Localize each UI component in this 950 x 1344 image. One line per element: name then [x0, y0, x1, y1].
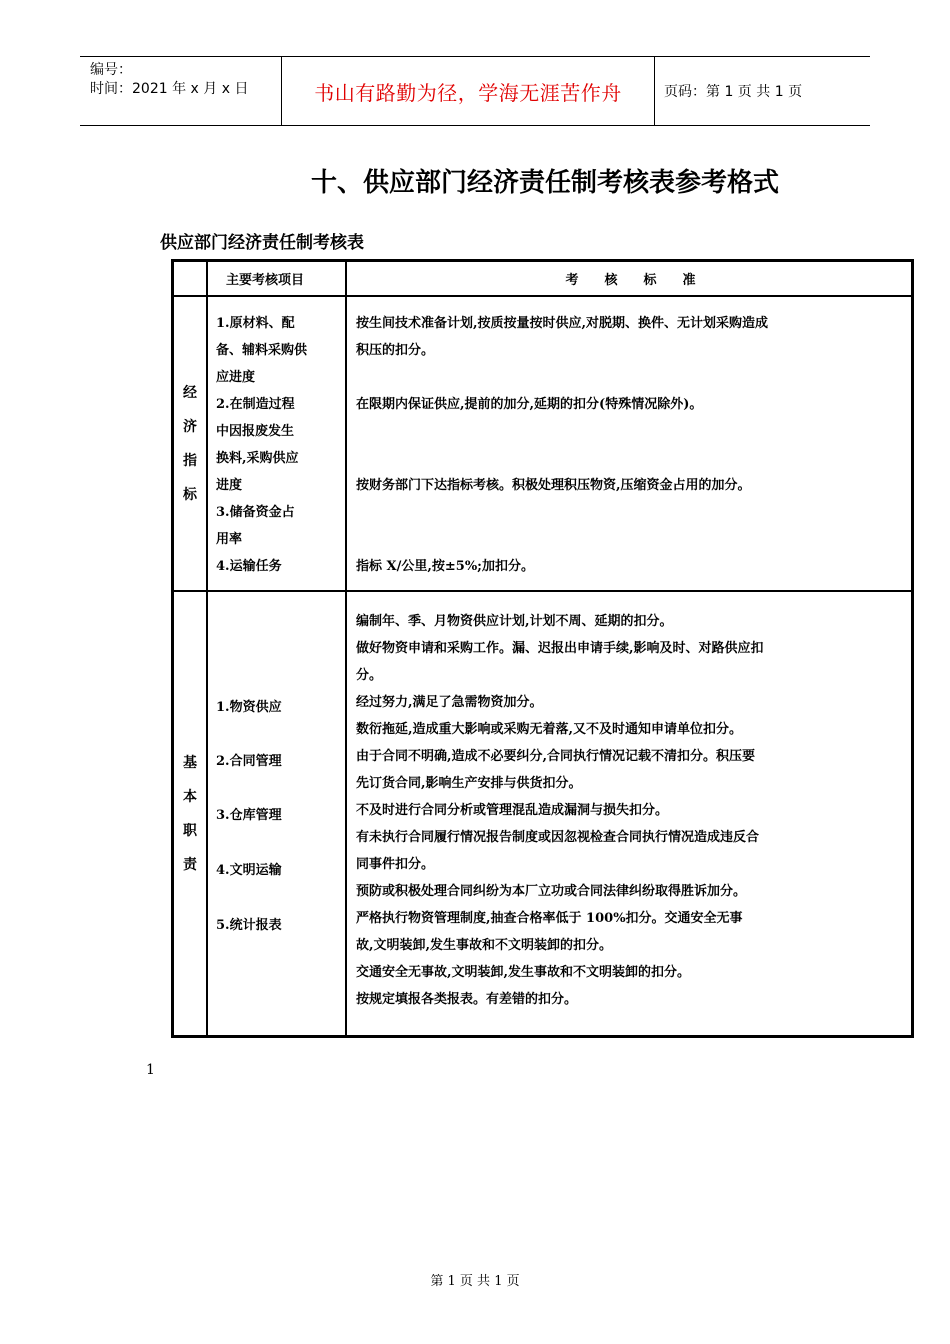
standard-line: 编制年、季、月物资供应计划,计划不周、延期的扣分。: [356, 614, 673, 629]
assessment-table: [171, 259, 914, 1038]
section-label-char: 责: [183, 857, 197, 873]
standard-line: 由于合同不明确,造成不必要纠分,合同执行情况记载不清扣分。积压要: [356, 749, 756, 764]
standard-line: 同事件扣分。: [356, 857, 435, 872]
table-cell-item: 5.统计报表: [216, 918, 282, 933]
table-row-divider: [174, 295, 911, 297]
section-label-char: 本: [183, 789, 197, 805]
standard-line: 数衍拖延,造成重大影响或采购无着落,又不及时通知申请单位扣分。: [356, 722, 743, 737]
table-cell-standard: 按生间技术准备计划,按质按量按时供应,对脱期、换件、无计划采购造成: [356, 316, 769, 331]
document-title: 十、供应部门经济责任制考核表参考格式: [310, 168, 779, 198]
standard-line: 按规定填报各类报表。有差错的扣分。: [356, 992, 578, 1007]
item-line: 用率: [216, 532, 243, 547]
column-header-standard: 考 核 标 准: [565, 273, 696, 288]
document-time-label: 时间：2021 年 x 月 x 日: [90, 81, 249, 97]
header-motto: 书山有路勤为径，学海无涯苦作舟: [314, 80, 622, 105]
table-row-divider: [174, 590, 911, 592]
document-number-label: 编号：: [90, 62, 132, 78]
table-cell-standard: 按财务部门下达指标考核。积极处理积压物资,压缩资金占用的加分。: [356, 478, 751, 493]
standard-line: 故,文明装卸,发生事故和不文明装卸的扣分。: [356, 938, 613, 953]
header-divider: [654, 57, 655, 125]
section-label-char: 基: [183, 755, 197, 771]
item-line: 应进度: [216, 370, 256, 385]
standard-line: 做好物资申请和采购工作。漏、迟报出申请手续,影响及时、对路供应扣: [356, 641, 764, 656]
table-cell-items: [216, 310, 307, 580]
item-line: 1.原材料、配: [216, 316, 295, 331]
item-line: 进度: [216, 478, 243, 493]
item-line: 2.在制造过程: [216, 397, 295, 412]
table-cell-standard: 指标 X/公里,按±5%;加扣分。: [356, 559, 534, 574]
item-line: 换料,采购供应: [216, 451, 299, 466]
item-line: 3.储备资金占: [216, 505, 295, 520]
item-line: 中因报废发生: [216, 424, 295, 439]
table-cell-item: 2.合同管理: [216, 754, 282, 769]
section-label-char: 济: [183, 419, 197, 435]
header-page-label: 页码：第 1 页 共 1 页: [664, 84, 803, 100]
item-line: 备、辅料采购供: [216, 343, 308, 358]
page-number: 1: [146, 1062, 155, 1078]
table-column-divider: [206, 262, 208, 1035]
table-cell-item: 4.文明运输: [216, 863, 282, 878]
section-label-char: 经: [183, 385, 197, 401]
table-cell-standard: 积压的扣分。: [356, 343, 435, 358]
standard-line: 有未执行合同履行情况报告制度或因忽视检查合同执行情况造成违反合: [356, 830, 760, 845]
table-title: 供应部门经济责任制考核表: [160, 233, 364, 253]
section-label-duties: [180, 746, 200, 882]
table-cell-standard: 在限期内保证供应,提前的加分,延期的扣分(特殊情况除外)。: [356, 397, 703, 412]
table-cell-standard-block: [356, 608, 764, 1013]
item-line: 4.运输任务: [216, 559, 282, 574]
section-label-char: 职: [183, 823, 197, 839]
standard-line: 严格执行物资管理制度,抽查合格率低于 100%扣分。交通安全无事: [356, 911, 743, 926]
header-meta: [90, 61, 248, 99]
standard-line: 不及时进行合同分析或管理混乱造成漏洞与损失扣分。: [356, 803, 669, 818]
standard-line: 分。: [356, 668, 383, 683]
table-column-divider: [345, 262, 347, 1035]
page-header: [80, 56, 870, 126]
section-label-char: 标: [183, 487, 197, 503]
standard-line: 预防或积极处理合同纠纷为本厂立功或合同法律纠纷取得胜诉加分。: [356, 884, 747, 899]
section-label-economic: [180, 376, 200, 512]
standard-line: 先订货合同,影响生产安排与供货扣分。: [356, 776, 582, 791]
table-cell-item: 1.物资供应: [216, 700, 282, 715]
page-footer: 第 1 页 共 1 页: [430, 1274, 520, 1289]
standard-line: 经过努力,满足了急需物资加分。: [356, 695, 543, 710]
standard-line: 交通安全无事故,文明装卸,发生事故和不文明装卸的扣分。: [356, 965, 691, 980]
table-cell-item: 3.仓库管理: [216, 808, 282, 823]
section-label-char: 指: [183, 453, 197, 469]
column-header-item: 主要考核项目: [226, 273, 305, 288]
